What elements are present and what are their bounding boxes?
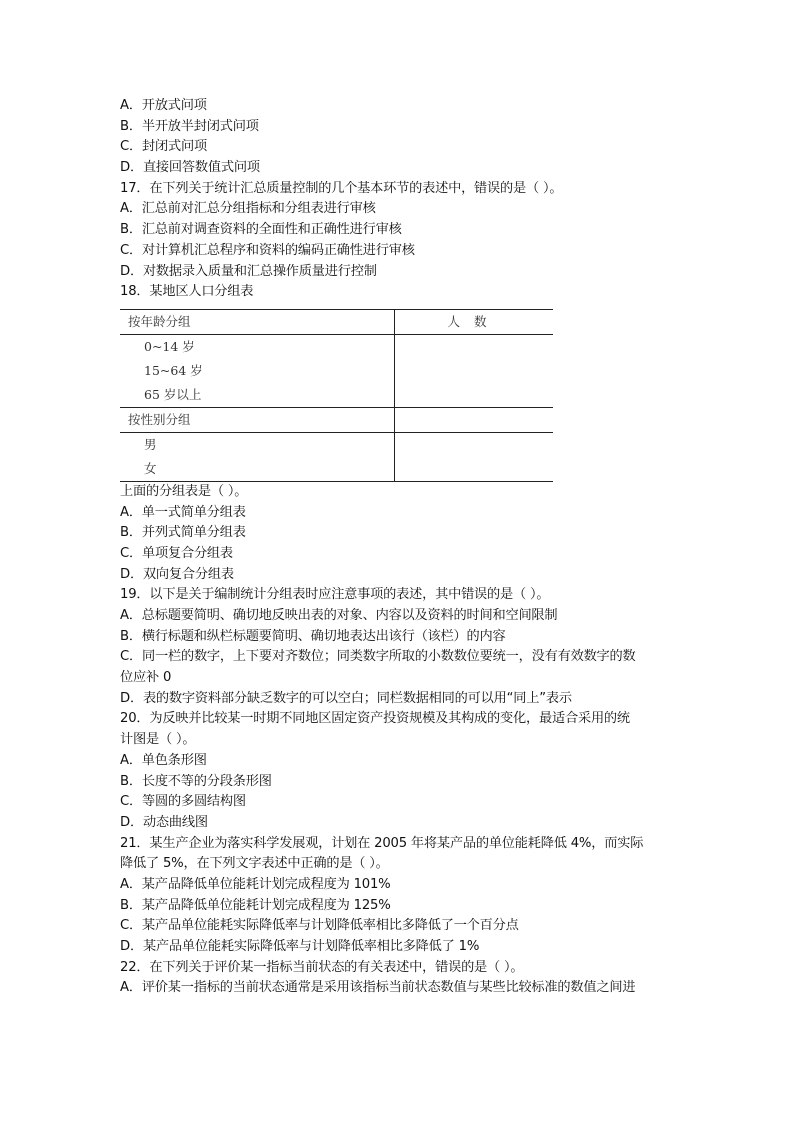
table-header-sex-group: 按性别分组 (120, 407, 395, 432)
q20-option-d: D．动态曲线图 (120, 814, 208, 830)
q16-option-b: B．半开放半封闭式问项 (120, 118, 259, 134)
q21-option-a: A．某产品降低单位能耗计划完成程度为 101% (120, 876, 391, 892)
q21-option-d: D．某产品单位能耗实际降低率与计划降低率相比多降低了 1% (120, 939, 480, 954)
q17-option-b: B．汇总前对调查资料的全面性和正确性进行审核 (120, 222, 402, 238)
population-group-table (120, 309, 553, 482)
q21-stem-line2: 降低了 5%，在下列文字表述中正确的是（ ）。 (120, 856, 389, 872)
q20-stem-line2: 计图是（ ）。 (120, 732, 196, 748)
q19-option-d: D．表的数字资料部分缺乏数字的可以空白；同栏数据相同的可以用“同上”表示 (120, 690, 572, 706)
q19-stem: 19．以下是关于编制统计分组表时应注意事项的表述，其中错误的是（ ）。 (120, 587, 550, 603)
table-header-age-group: 按年龄分组 (120, 309, 395, 334)
q22-stem: 22．在下列关于评价某一指标当前状态的有关表述中，错误的是（ ）。 (120, 959, 524, 975)
q18-option-b: B．并列式简单分组表 (120, 525, 246, 541)
q18-option-d: D．双向复合分组表 (120, 566, 234, 582)
q19-option-c-continued: 位应补 0 (120, 670, 172, 686)
q16-option-c: C．封闭式问项 (120, 139, 207, 155)
q18-option-c: C．单项复合分组表 (120, 545, 233, 561)
q19-option-a: A．总标题要简明、确切地反映出表的对象、内容以及资料的时间和空间限制 (120, 608, 558, 623)
document-page (120, 96, 680, 999)
table-row-age-15-64: 15~64 岁 (144, 362, 203, 378)
age-count-cell (395, 334, 554, 407)
q18-stem: 18．某地区人口分组表 (120, 284, 254, 300)
q17-option-a: A．汇总前对汇总分组指标和分组表进行审核 (120, 201, 376, 217)
q18-question: 上面的分组表是（ ）。 (120, 483, 248, 499)
q22-option-a: A．评价某一指标的当前状态通常是采用该指标当前状态数值与某些比较标准的数值之间进 (120, 980, 636, 996)
q20-option-a: A．单色条形图 (120, 752, 207, 768)
age-rows (120, 334, 395, 407)
q20-stem-line1: 20．为反映并比较某一时期不同地区固定资产投资规模及其构成的变化，最适合采用的统 (120, 711, 630, 727)
q17-option-d: D．对数据录入质量和汇总操作质量进行控制 (120, 263, 377, 279)
q19-option-b: B．横行标题和纵栏标题要简明、确切地表达出该行（该栏）的内容 (120, 628, 506, 644)
sex-rows (120, 432, 395, 481)
table-header-count: 人数 (395, 309, 554, 334)
q19-option-c: C．同一栏的数字，上下要对齐数位；同类数字所取的小数数位要统一，没有有效数字的数 (120, 649, 636, 665)
q20-option-c: C．等圆的多圆结构图 (120, 794, 246, 810)
q20-option-b: B．长度不等的分段条形图 (120, 773, 272, 789)
table-row-female: 女 (144, 460, 157, 476)
q21-stem-line1: 21．某生产企业为落实科学发展观，计划在 2005 年将某产品的单位能耗降低 4%，而实际 (120, 835, 644, 851)
q16-option-a: A．开放式问项 (120, 98, 207, 113)
q18-option-a: A．单一式简单分组表 (120, 504, 246, 520)
q17-option-c: C．对计算机汇总程序和资料的编码正确性进行审核 (120, 242, 415, 258)
sex-count-cell (395, 432, 554, 481)
q17-stem: 17．在下列关于统计汇总质量控制的几个基本环节的表述中，错误的是（ ）。 (120, 180, 563, 196)
table-row-age-0-14: 0~14 岁 (144, 338, 195, 354)
table-row-age-65-plus: 65 岁以上 (144, 386, 202, 402)
sex-header-count-cell (395, 407, 554, 432)
q21-option-b: B．某产品降低单位能耗计划完成程度为 125% (120, 897, 391, 913)
q21-option-c: C．某产品单位能耗实际降低率与计划降低率相比多降低了一个百分点 (120, 918, 519, 934)
table-row-male: 男 (144, 436, 157, 452)
q16-option-d: D．直接回答数值式问项 (120, 160, 260, 176)
